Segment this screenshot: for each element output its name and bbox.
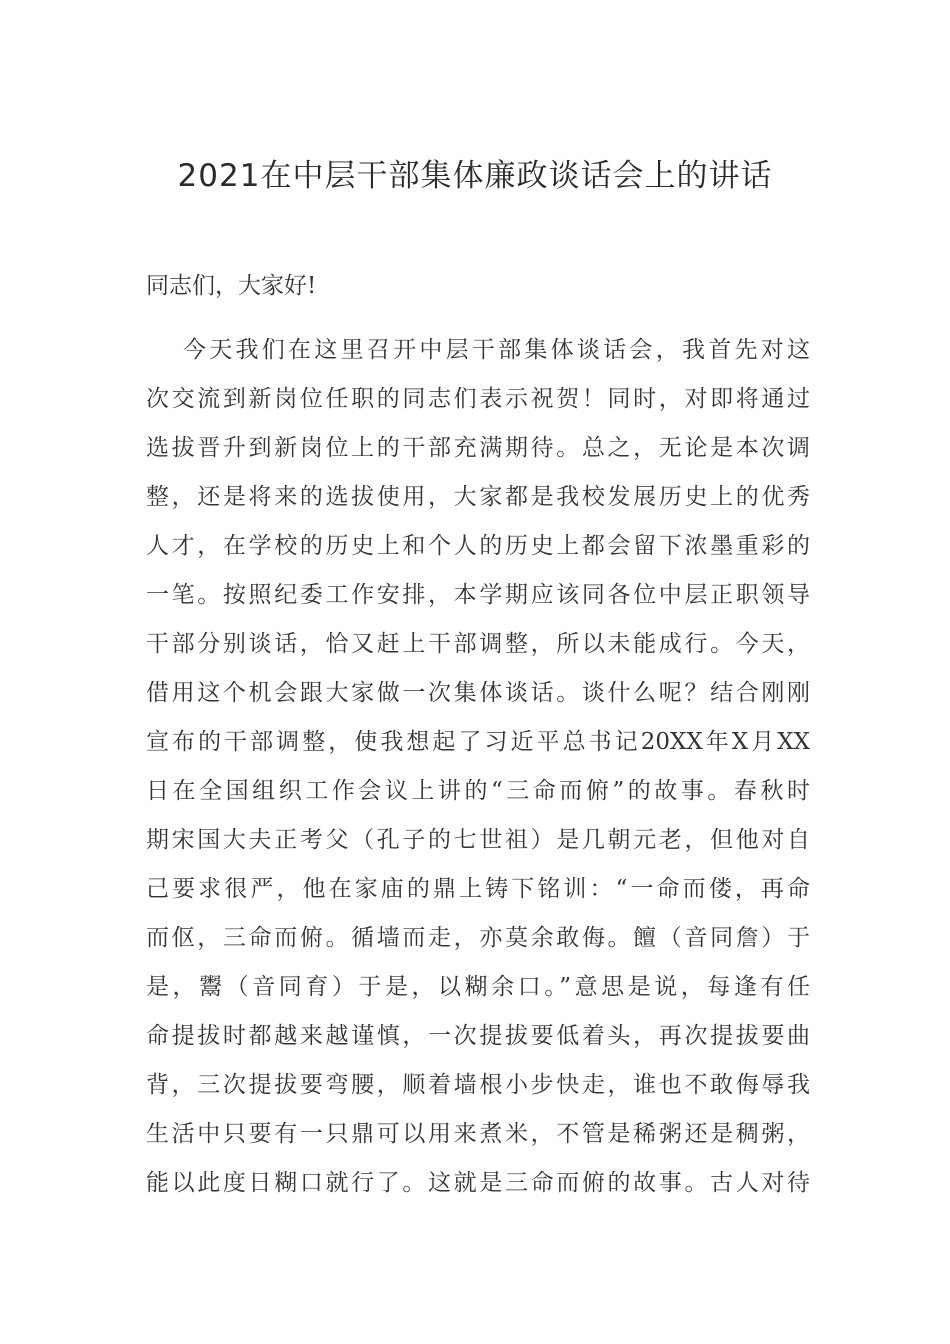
body-text [146,326,810,1208]
body-line: 借用这个机会跟大家做一次集体谈话。谈什么呢？结合刚刚 [146,680,810,706]
body-line: 己要求很严，他在家庙的鼎上铸下铭训：“一命而偻，再命 [146,876,810,902]
body-line: 整，还是将来的选拔使用，大家都是我校发展历史上的优秀 [146,484,810,510]
body-line: 而伛，三命而俯。循墙而走，亦莫余敢侮。饘（音同詹）于 [146,925,810,951]
body-line: 今天我们在这里召开中层干部集体谈话会，我首先对这 [183,337,810,363]
body-line: 干部分别谈话，恰又赶上干部调整，所以未能成行。今天， [146,631,810,657]
body-line: 人才，在学校的历史上和个人的历史上都会留下浓墨重彩的 [146,533,810,559]
body-line: 能以此度日糊口就行了。这就是三命而俯的故事。古人对待 [146,1170,810,1196]
document-title: 2021在中层干部集体廉政谈话会上的讲话 [177,158,773,194]
body-line: 是，鬻（音同育）于是，以糊余口。”意思是说，每逢有任 [146,974,810,1000]
body-line: 背，三次提拔要弯腰，顺着墙根小步快走，谁也不敢侮辱我 [146,1072,810,1098]
body-line: 次交流到新岗位任职的同志们表示祝贺！同时，对即将通过 [146,386,810,412]
salutation: 同志们，大家好! [146,273,317,299]
body-line: 选拔晋升到新岗位上的干部充满期待。总之，无论是本次调 [146,435,810,461]
body-line: 期宋国大夫正考父（孔子的七世祖）是几朝元老，但他对自 [146,827,810,853]
body-line: 生活中只要有一只鼎可以用来煮米，不管是稀粥还是稠粥， [146,1121,810,1147]
body-line: 日在全国组织工作会议上讲的“三命而俯”的故事。春秋时 [146,778,810,804]
body-line: 一笔。按照纪委工作安排，本学期应该同各位中层正职领导 [146,582,810,608]
body-line: 命提拔时都越来越谨慎，一次提拔要低着头，再次提拔要曲 [146,1023,810,1049]
body-line: 宣布的干部调整，使我想起了习近平总书记20XX年X月XX [146,729,810,755]
